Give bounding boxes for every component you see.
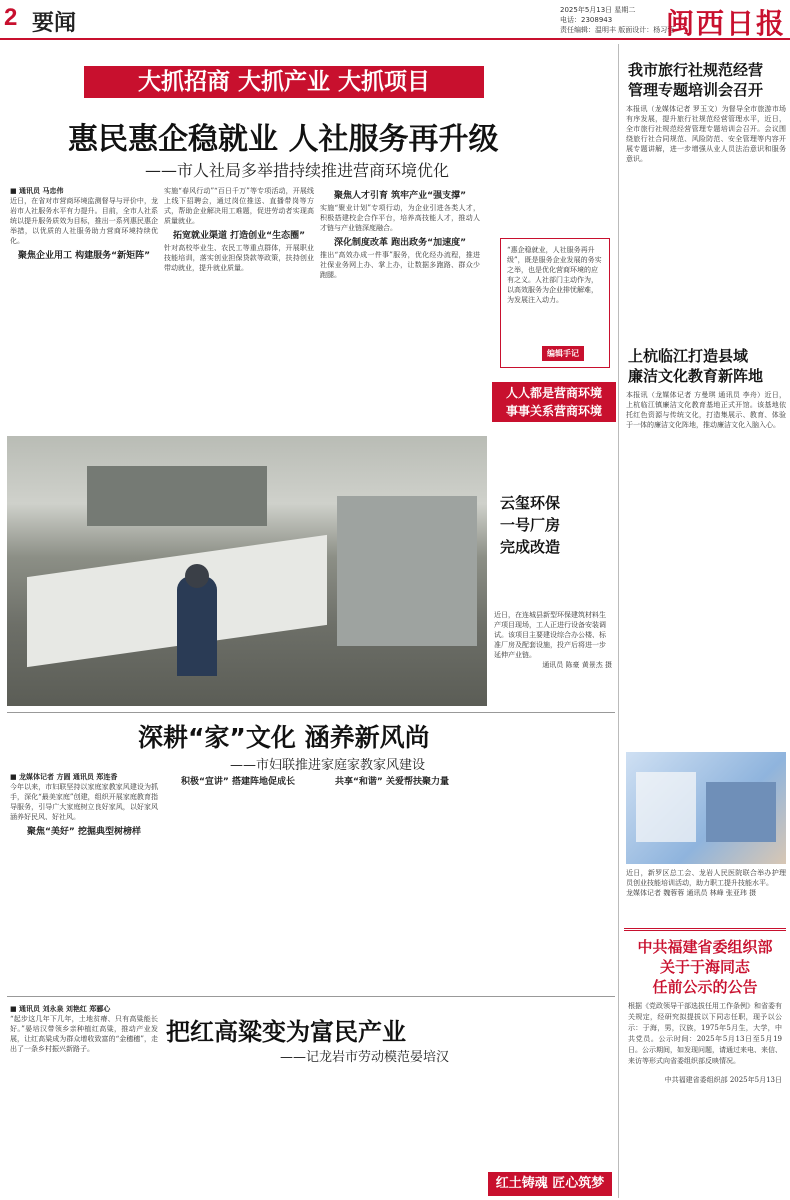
edition-phone: 电话：2308943 [560, 16, 613, 24]
notice-title[interactable] [624, 937, 786, 997]
right2-headline[interactable] [628, 346, 763, 386]
right2-title-1: 上杭临江打造县域 [628, 347, 749, 365]
story3-body: “起步这几年下几年，土地贫瘠、只有高粱能长好。”晏培汉带领乡亲种植红高粱，推动产业发展，让红高粱成为群众增收致富的“金穗穗”，走出了一条乡村振兴新路子。 [10, 1015, 158, 1053]
slogan-line-2: 事事关系营商环境 [505, 404, 602, 418]
story2-col-2 [164, 772, 312, 988]
lead-byline: ■ 通讯员 马忠伟 [10, 187, 64, 195]
editor-note-text: “惠企稳就业，人社服务再升级”，既是服务企业发展的务实之举，也是优化营商环境的应有之义。人社部门主动作为，以高效服务为企业排忧解难，为发展注入动力。 [507, 246, 602, 304]
story3-headline[interactable]: 把红高粱变为富民产业 [166, 1018, 406, 1046]
lead-col2b-text: 针对高校毕业生、农民工等重点群体，开展职业技能培训，落实创业担保贷款等政策，扶持创业带动就业，提升就业质量。 [164, 244, 314, 272]
right3-caption-text: 近日，新罗区总工会、龙岩人民医院联合举办护理员创业技能培训活动，助力职工提升技能水平。 [626, 869, 786, 887]
slogan-line-1: 人人都是营商环境 [505, 386, 602, 400]
lead-col-3 [320, 186, 480, 430]
editor-note-tag: 编辑手记 [542, 346, 584, 361]
story2-subtitle: ——市妇联推进家庭家教家风建设 [230, 758, 426, 773]
lead-col3-text: 实施“聚业计划”专项行动，为企业引进各类人才，积极搭建校企合作平台，培养高技能人才，推动人才链与产业链深度融合。 [320, 204, 480, 232]
lead-col2-text: 实施“春风行动”“百日千万”等专项活动，开展线上线下招聘会，通过岗位推送、直播带岗等方式，帮助企业解决用工难题，促进劳动者实现高质量就业。 [164, 187, 314, 225]
photo-title-1: 云玺环保 [500, 494, 561, 512]
story2-subhead-3: 共享“和谐” 关爱帮扶聚力量 [335, 777, 449, 787]
lead-col3b-text: 推出“高效办成一件事”服务，优化经办流程，推进社保业务网上办、掌上办，让数据多跑路、群众少跑腿。 [320, 251, 480, 279]
edition-date: 2025年5月13日 星期二 [560, 6, 636, 14]
campaign-banner: 大抓招商 大抓产业 大抓项目 [84, 66, 484, 98]
right1-body-text: 本报讯（龙媒体记者 罗玉文）为督导全市旅游市场有序发展，提升旅行社规范经营管理水平，近日，全市旅行社规范经营管理专题培训会召开。会议围绕旅行社合同规范、风险防范、安全管理等内容开展专题讲解，进一步增强从业人员法治意识和服务意识。 [626, 105, 786, 163]
photo-title-3: 完成改造 [500, 538, 561, 556]
lead-headline[interactable]: 惠民惠企稳就业 人社服务再升级 [68, 122, 499, 157]
photo-worker [177, 576, 217, 676]
story2-body: 今年以来，市妇联坚持以家庭家教家风建设为抓手，深化“最美家庭”创建，组织开展家庭教育指导服务，引导广大家庭树立良好家风，以好家风涵养好民风、好社风。 [10, 783, 158, 821]
lead-col-2 [164, 186, 314, 430]
lead-body: 近日，在省对市营商环境监测督导与评价中，龙岩市人社服务水平有力提升。目前，全市人社系统以提升服务质效为目标，推出一系列惠民惠企举措，以优质的人社服务助力营商环境持续优化。 [10, 197, 158, 245]
right2-body-text: 本报讯（龙媒体记者 方曼琪 通讯员 李舟）近日，上杭临江镇廉洁文化教育基地正式开馆。该基地依托红色资源与传统文化，打造集展示、教育、体验于一体的廉洁文化阵地，推动廉洁文化入脑入心。 [626, 391, 786, 429]
story2-subhead-2: 积极“宣讲” 搭建阵地促成长 [181, 777, 295, 787]
notice-title-1: 中共福建省委组织部 [637, 938, 773, 956]
story2-headline[interactable]: 深耕“家”文化 涵养新风尚 [138, 723, 430, 752]
right1-title-2: 管理专题培训会召开 [628, 81, 764, 99]
notice-signature: 中共福建省委组织部 2025年5月13日 [664, 1076, 782, 1084]
right1-body [626, 104, 786, 344]
notice-body: 根据《党政领导干部选拔任用工作条例》和省委有关规定，经研究拟提拔以下同志任职，现予以公示：于海，男，汉族，1975年5月生，大学，中共党员。公示时间：2025年5月13日至5月19日。公示期间，如发现问题，请通过来电、来信、来访等形式向省委组织部反映情况。 [628, 1002, 782, 1065]
lead-subhead-1: 聚焦企业用工 构建服务“新矩阵” [18, 251, 150, 261]
story2-col-3 [318, 772, 466, 988]
right2-title-2: 廉洁文化教育新阵地 [628, 367, 764, 385]
photo-machine-right [337, 496, 477, 646]
story3-subtitle: ——记龙岩市劳动模范晏培汉 [280, 1050, 450, 1065]
photo-worker-head [185, 564, 209, 588]
photo-trainees [706, 782, 776, 842]
photo-caption [494, 610, 612, 670]
masthead: 闽西日报 [666, 7, 787, 40]
slogan-box [492, 382, 616, 422]
page-number: 2 [4, 4, 18, 31]
section-name: 要闻 [32, 11, 77, 36]
photo-bed [636, 772, 696, 842]
lead-subhead-3: 聚焦人才引育 筑牢产业“强支撑” [334, 191, 466, 201]
photo-caption-text: 近日，在连城县新型环保建筑材料生产项目现场，工人正进行设备安装调试。该项目主要建设综合办公楼、标准厂房及配套设施，投产后将进一步延伸产业链。 [494, 611, 606, 659]
story3-col-1 [10, 1004, 158, 1198]
story2-col-1 [10, 772, 158, 988]
divider-2 [7, 996, 615, 997]
lead-col-1 [10, 186, 158, 430]
notice-box [624, 928, 786, 1196]
right1-title-1: 我市旅行社规范经营 [628, 61, 764, 79]
factory-photo[interactable] [7, 436, 487, 706]
story2-byline: ■ 龙媒体记者 方圆 通讯员 郑连香 [10, 773, 118, 781]
story2-subhead-1: 聚焦“美好” 挖掘典型树榜样 [27, 827, 141, 837]
training-photo[interactable] [626, 752, 786, 864]
editors: 责任编辑：温明丰 版面设计：杨习蓉 [560, 26, 675, 34]
lead-subtitle: ——市人社局多举措持续推进营商环境优化 [145, 161, 450, 180]
right3-caption [626, 868, 786, 924]
lead-subhead-4: 深化制度改革 跑出政务“加速度” [334, 238, 466, 248]
right1-headline[interactable] [628, 60, 763, 100]
lead-subhead-2: 拓宽就业渠道 打造创业“生态圈” [173, 231, 305, 241]
page-header [0, 0, 790, 40]
photo-title [500, 492, 560, 558]
notice-title-3: 任前公示的公告 [652, 978, 758, 996]
story3-byline: ■ 通讯员 刘永泉 刘艳红 郑郦心 [10, 1005, 111, 1013]
story3-footer-tag: 红土铸魂 匠心筑梦 [488, 1172, 612, 1196]
column-divider [618, 44, 619, 1198]
photo-machine-top [87, 466, 267, 526]
divider-1 [7, 712, 615, 713]
right2-body [626, 390, 786, 746]
notice-title-2: 关于于海同志 [659, 958, 750, 976]
photo-title-2: 一号厂房 [500, 516, 561, 534]
page-meta [560, 5, 674, 35]
right3-credit: 龙媒体记者 魏蓉蓉 通讯员 林峰 张亚玮 摄 [626, 889, 757, 897]
photo-credit: 通讯员 陈豪 黄景杰 摄 [542, 661, 612, 669]
